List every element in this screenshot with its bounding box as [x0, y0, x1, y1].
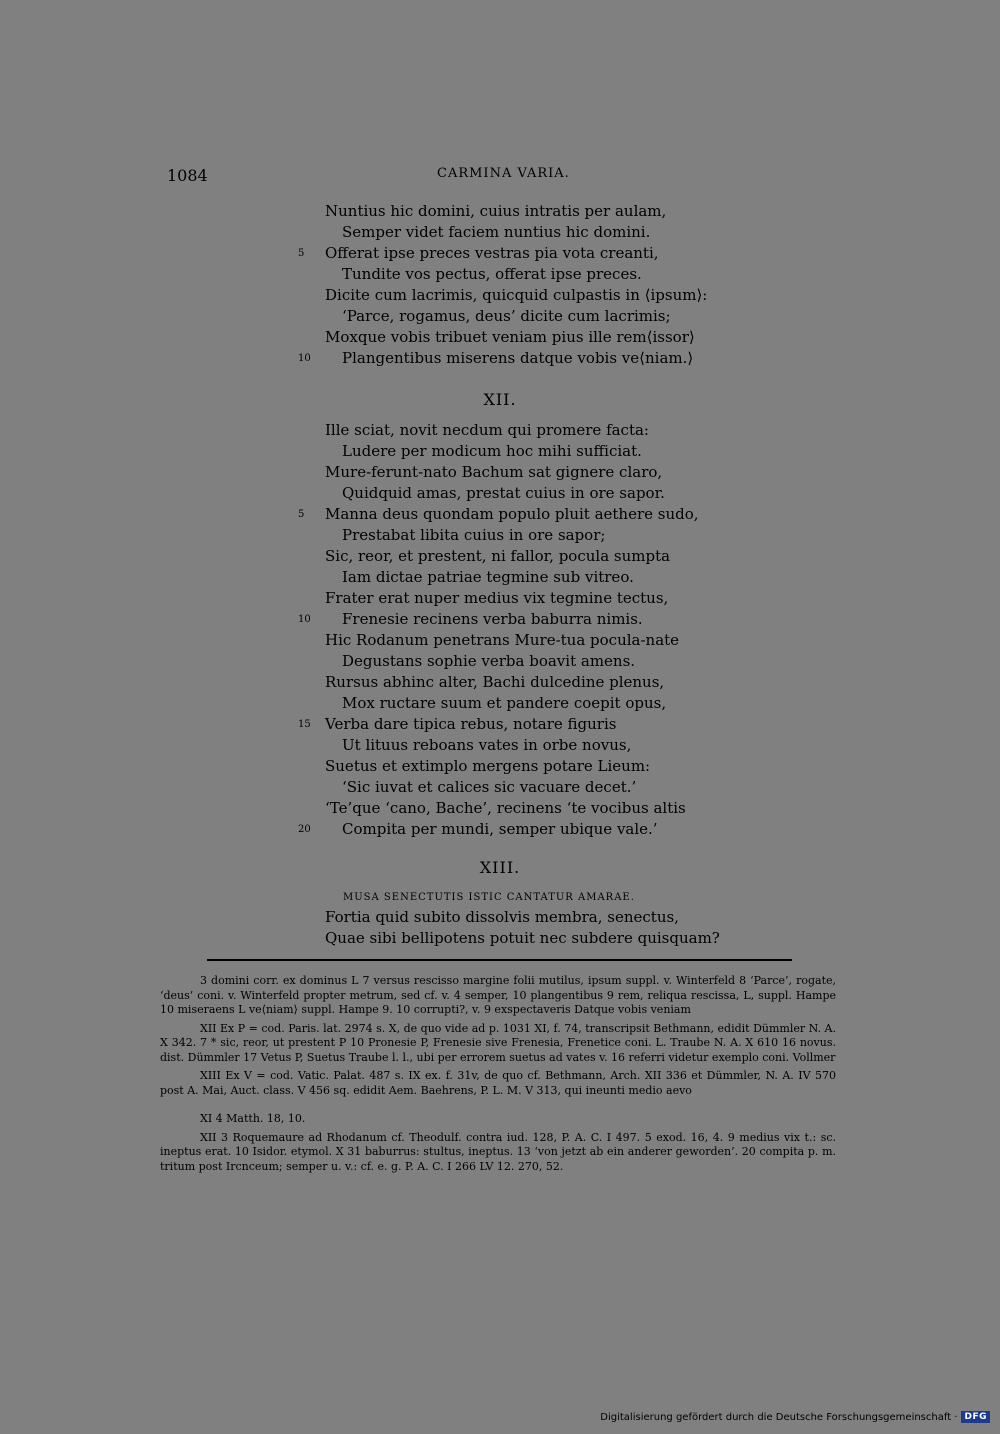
verse-line [0, 525, 1000, 546]
apparatus-note-xi: 3 domini corr. ex dominus L 7 versus rescisso margine folii mutilus, ipsum suppl. v. Winterfeld 8 ‘Parce’, rogate, ‘deus’ coni. v. Winterfeld propter metrum, sed cf. v. 4 semper, 10 plangentibus 9 rem, reliqua rescissa, L, suppl. Hampe 10 miseraens L ve⟨niam⟩ suppl. Hampe 9. 10 corrupti?, v. 9 exspectaveris Datque vobis veniam [160, 974, 836, 1016]
line-number: 15 [298, 719, 311, 730]
verse-line [0, 327, 1000, 348]
verse-text: ‘Te’que ‘cano, Bache’, recinens ‘te vocibus altis [325, 799, 686, 817]
verse-line [0, 693, 1000, 714]
verse-line [0, 735, 1000, 756]
section-xi-verses [0, 201, 1000, 369]
digitization-credit [600, 1410, 990, 1424]
verse-line [0, 285, 1000, 306]
verse-text: Suetus et extimplo mergens potare Lieum: [325, 757, 651, 775]
page-number: 1084 [167, 166, 208, 185]
verse-line [0, 777, 1000, 798]
verse-line [0, 756, 1000, 777]
verse-text: Mox ructare suum et pandere coepit opus, [342, 694, 667, 712]
verse-text: Iam dictae patriae tegmine sub vitreo. [342, 568, 634, 586]
verse-text: Frater erat nuper medius vix tegmine tectus, [325, 589, 669, 607]
verse-text: Dicite cum lacrimis, quicquid culpastis in ⟨ipsum⟩: [325, 286, 708, 304]
running-title: CARMINA VARIA. [437, 166, 570, 181]
apparatus-note-xiii: XIII Ex V = cod. Vatic. Palat. 487 s. IX ex. f. 31v, de quo cf. Bethmann, Arch. XII 336 et Dümmler, N. A. IV 570 post A. Mai, Auct. class. V 456 sq. edidit Aem. Baehrens, P. L. M. V 313, qui ineunti medio aevo [160, 1069, 836, 1097]
verse-text: Ut lituus reboans vates in orbe novus, [342, 736, 632, 754]
verse-line [0, 609, 1000, 630]
verse-line [0, 630, 1000, 651]
verse-line [0, 441, 1000, 462]
verse-line [0, 264, 1000, 285]
verse-text: Manna deus quondam populo pluit aethere sudo, [325, 505, 699, 523]
verse-text: Ludere per modicum hoc mihi sufficiat. [342, 442, 642, 460]
verse-line [0, 420, 1000, 441]
verse-text: Prestabat libita cuius in ore sapor; [342, 526, 606, 544]
verse-text: Nuntius hic domini, cuius intratis per aulam, [325, 202, 667, 220]
line-number: 10 [298, 614, 311, 625]
line-number: 10 [298, 353, 311, 364]
verse-line [0, 714, 1000, 735]
verse-line [0, 243, 1000, 264]
verse-line [0, 306, 1000, 327]
verse-line [0, 928, 1000, 949]
verse-line [0, 348, 1000, 369]
verse-line [0, 651, 1000, 672]
verse-line [0, 483, 1000, 504]
verse-line [0, 907, 1000, 928]
section-xii-verses [0, 420, 1000, 840]
section-xiii-heading: XIII. [479, 858, 521, 877]
verse-text: Verba dare tipica rebus, notare figuris [325, 715, 617, 733]
verse-text: Ille sciat, novit necdum qui promere facta: [325, 421, 649, 439]
apparatus-divider [207, 959, 792, 961]
verse-text: Moxque vobis tribuet veniam pius ille rem⟨issor⟩ [325, 328, 695, 346]
source-note-xi: XI 4 Matth. 18, 10. [200, 1112, 306, 1125]
verse-text: ‘Parce, rogamus, deus’ dicite cum lacrimis; [342, 307, 671, 325]
verse-text: Quidquid amas, prestat cuius in ore sapor. [342, 484, 665, 502]
verse-text: Frenesie recinens verba baburra nimis. [342, 610, 643, 628]
critical-apparatus [160, 974, 836, 1178]
source-note-xii: XII 3 Roquemaure ad Rhodanum cf. Theodulf. contra iud. 128, P. A. C. I 497. 5 exod. 16, 4. 9 medius vix t.: sc. ineptus erat. 10 Isidor. etymol. X 31 baburrus: stultus, ineptus. 13 ‘von jetzt ab ein anderer geworden’. 20 compita p. m. tritum post Ircnceum; semper u. v.: cf. e. g. P. A. C. I 266 LV 12. 270, 52. [160, 1130, 836, 1173]
credit-text: Digitalisierung gefördert durch die Deutsche Forschungsgemeinschaft · [600, 1411, 958, 1423]
verse-text: Rursus abhinc alter, Bachi dulcedine plenus, [325, 673, 665, 691]
verse-line [0, 819, 1000, 840]
verse-text: Compita per mundi, semper ubique vale.’ [342, 820, 658, 838]
verse-text: Semper videt faciem nuntius hic domini. [342, 223, 651, 241]
verse-line [0, 546, 1000, 567]
line-number: 20 [298, 824, 311, 835]
verse-line [0, 798, 1000, 819]
section-xiii-subtitle: MUSA SENECTUTIS ISTIC CANTATUR AMARAE. [343, 892, 635, 903]
verse-line [0, 201, 1000, 222]
verse-line [0, 567, 1000, 588]
apparatus-note-xii: XII Ex P = cod. Paris. lat. 2974 s. X, de quo vide ad p. 1031 XI, f. 74, transcripsit Bethmann, edidit Dümmler N. A. X 342. 7 * sic, reor, ut prestent P 10 Pronesie P, Frenesie sive Frenesia, Frenetice coni. L. Traube N. A. X 610 16 novus. dist. Dümmler 17 Vetus P, Suetus Traube l. l., ubi per errorem suetus ad vates v. 16 referri videtur exemplo coni. Vollmer [160, 1021, 836, 1064]
verse-line [0, 588, 1000, 609]
verse-text: Fortia quid subito dissolvis membra, senectus, [325, 908, 679, 926]
section-xii-heading: XII. [483, 390, 517, 409]
line-number: 5 [298, 509, 305, 520]
verse-text: Hic Rodanum penetrans Mure-tua pocula-nate [325, 631, 680, 649]
verse-line [0, 222, 1000, 243]
verse-line [0, 462, 1000, 483]
verse-line [0, 504, 1000, 525]
verse-text: Quae sibi bellipotens potuit nec subdere quisquam? [325, 929, 720, 947]
verse-text: Mure-ferunt-nato Bachum sat gignere claro, [325, 463, 663, 481]
verse-text: Degustans sophie verba boavit amens. [342, 652, 636, 670]
verse-text: Sic, reor, et prestent, ni fallor, pocula sumpta [325, 547, 671, 565]
dfg-logo: DFG [961, 1411, 990, 1423]
section-xiii-verses [0, 907, 1000, 949]
verse-text: ‘Sic iuvat et calices sic vacuare decet.’ [342, 778, 637, 796]
verse-text: Plangentibus miserens datque vobis ve⟨niam.⟩ [342, 349, 694, 367]
page-header [0, 166, 1000, 186]
verse-text: Tundite vos pectus, offerat ipse preces. [342, 265, 642, 283]
verse-line [0, 672, 1000, 693]
line-number: 5 [298, 248, 305, 259]
verse-text: Offerat ipse preces vestras pia vota creanti, [325, 244, 659, 262]
